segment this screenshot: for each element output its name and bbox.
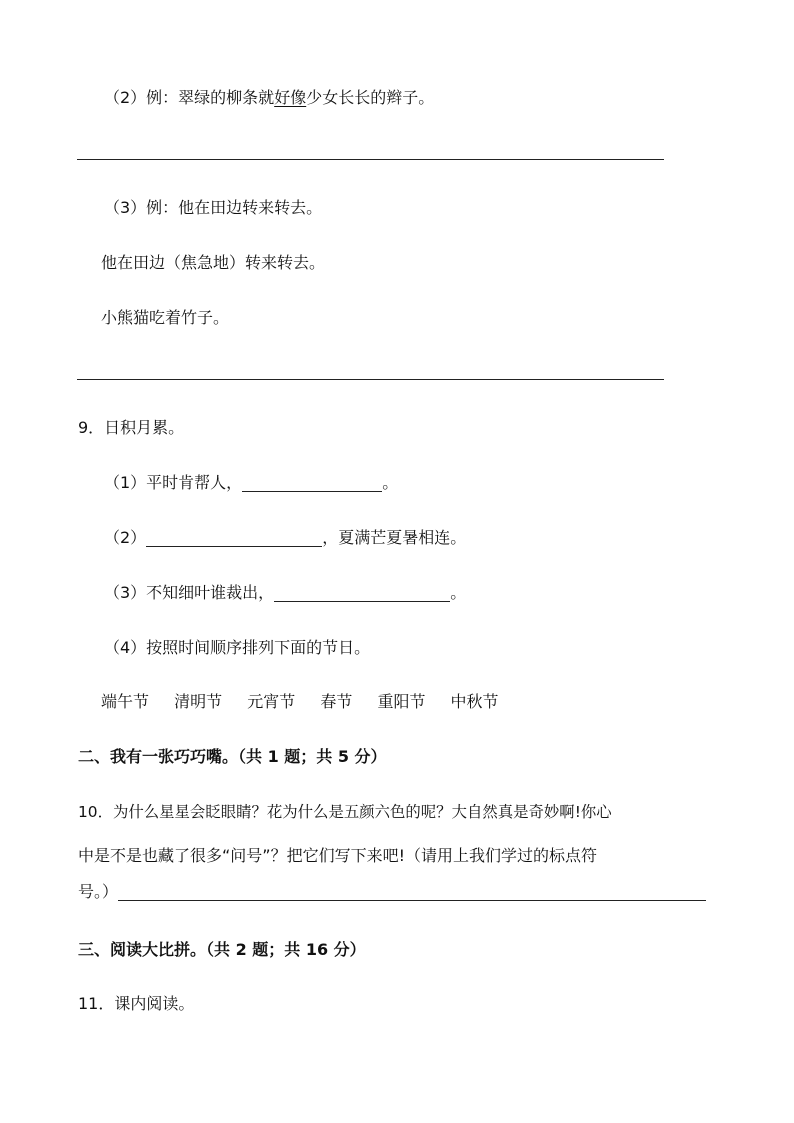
q9-item2-blank[interactable] (146, 528, 322, 547)
q10-line2: 中是不是也藏了很多“问号”？把它们写下来吧!（请用上我们学过的标点符 (78, 846, 597, 865)
q8-item2-underlined-word: 好像 (274, 88, 307, 107)
festival-item: 春节 (320, 692, 353, 711)
q8-item2-suffix: 少女长长的辫子。 (306, 88, 435, 107)
q9-item3 (104, 581, 466, 605)
festival-list (101, 690, 519, 714)
q10-line3-text: 号。） (78, 882, 119, 901)
q8-item2-example (104, 86, 434, 110)
q10-answer-blank[interactable] (118, 882, 706, 901)
q8-item3-example-expanded: 他在田边（焦急地）转来转去。 (101, 253, 326, 272)
q9-item1 (104, 471, 398, 495)
q9-item1-blank[interactable] (242, 473, 382, 492)
festival-item: 端午节 (101, 692, 150, 711)
q9-item3-blank[interactable] (274, 583, 450, 602)
answer-line-q8-item2[interactable] (77, 159, 664, 160)
q9-item1-text: （1）平时肯帮人， (104, 473, 243, 492)
q8-item2-prefix: （2）例：翠绿的柳条就 (104, 88, 275, 107)
q9-title: 9．日积月累。 (78, 418, 185, 437)
q9-item2 (104, 526, 466, 550)
section2-heading: 二、我有一张巧巧嘴。（共 1 题；共 5 分） (78, 747, 387, 766)
q10-line1: 10．为什么星星会眨眼睛？花为什么是五颜六色的呢？大自然真是奇妙啊!你心 (78, 803, 612, 821)
answer-line-q8-item3[interactable] (77, 379, 664, 380)
q9-item3-end: 。 (450, 583, 467, 602)
festival-item: 重阳节 (377, 692, 426, 711)
q8-item3-example: （3）例：他在田边转来转去。 (104, 198, 323, 217)
q9-item3-text: （3）不知细叶谁裁出， (104, 583, 275, 602)
q10-line3 (78, 880, 706, 904)
festival-item: 清明节 (174, 692, 223, 711)
q11-title: 11．课内阅读。 (78, 994, 195, 1013)
q9-item4: （4）按照时间顺序排列下面的节日。 (104, 638, 371, 657)
festival-item: 中秋节 (450, 692, 499, 711)
festival-item: 元宵节 (247, 692, 296, 711)
section3-heading: 三、阅读大比拼。（共 2 题；共 16 分） (78, 940, 366, 959)
q9-item1-end: 。 (382, 473, 399, 492)
q8-item3-prompt: 小熊猫吃着竹子。 (101, 308, 230, 327)
q9-item2-text: ，夏满芒夏暑相连。 (322, 528, 467, 547)
q9-item2-label: （2） (104, 528, 147, 547)
